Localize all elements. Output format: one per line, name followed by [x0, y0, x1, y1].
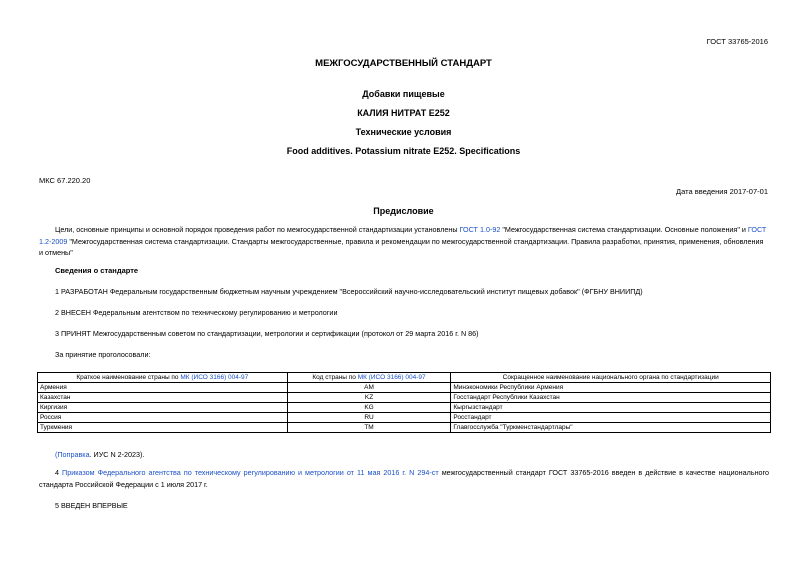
header-national-body: Сокращенное наименование национального органа по стандартизации: [451, 373, 771, 383]
order-paragraph: [39, 467, 769, 490]
standard-info-heading: Сведения о стандарте: [55, 266, 139, 275]
body-cell: Кыргызстандарт: [451, 403, 771, 413]
mk-iso-3166-code-link[interactable]: МК (ИСО 3166) 004-97: [357, 374, 426, 381]
info-item-adopted: 3 ПРИНЯТ Межгосударственным советом по стандартизации, метрологии и сертификации (протокол от 29 марта 2016 г. N 86): [55, 329, 479, 338]
info-item-first-introduced: 5 ВВЕДЕН ВПЕРВЫЕ: [55, 501, 128, 510]
body-cell: Минэкономики Республики Армения: [451, 383, 771, 393]
standard-english-title: Food additives. Potassium nitrate E252. Specifications: [286, 146, 521, 156]
header-code-text: Код страны по: [312, 374, 358, 381]
mks-code: МКС 67.220.20: [39, 176, 91, 185]
code-cell: KZ: [287, 393, 451, 403]
gost-1-2-2009-link[interactable]: ГОСТ 1.2-2009: [39, 225, 767, 246]
info-item-developed: 1 РАЗРАБОТАН Федеральным государственным бюджетным научным учреждением "Всероссийский научно-исследовательский институт пищевых добавок" (ФГБНУ ВНИИПД): [55, 287, 643, 296]
vote-label: За принятие проголосовали:: [55, 350, 151, 359]
table-row: [38, 423, 771, 433]
code-cell: KG: [287, 403, 451, 413]
correction-link[interactable]: (Поправка: [55, 450, 90, 459]
code-cell: RU: [287, 413, 451, 423]
table-row: [38, 383, 771, 393]
info-item-introduced: 2 ВНЕСЕН Федеральным агентством по техническому регулированию и метрологии: [55, 308, 338, 317]
table-row: [38, 403, 771, 413]
body-cell: Госстандарт Республики Казахстан: [451, 393, 771, 403]
intro-date: Дата введения 2017-07-01: [676, 187, 768, 196]
preface-heading: Предисловие: [373, 206, 434, 216]
country-cell: Туркмения: [38, 423, 288, 433]
standard-name: КАЛИЯ НИТРАТ Е252: [357, 108, 450, 118]
country-cell: Армения: [38, 383, 288, 393]
standard-subtitle: Технические условия: [355, 127, 452, 137]
correction-note: [55, 450, 144, 459]
intro-text-3: "Межгосударственная система стандартизации. Стандарты межгосударственные, правила и рекомендации по межгосударственной стандартизации. Правила разработки, принятия, применения, обновления и отмены": [39, 236, 764, 257]
gost-code: ГОСТ 33765-2016: [706, 37, 768, 46]
table-header-row: [38, 373, 771, 383]
code-cell: AM: [287, 383, 451, 393]
header-country-name: [38, 373, 288, 383]
order-text: межгосударственный стандарт ГОСТ 33765-2016 введен в действие в качестве национального стандарта Российской Федерации с 1 июля 2017 г.: [39, 468, 770, 489]
table-row: [38, 413, 771, 423]
header-country-text: Краткое наименование страны по: [76, 374, 181, 381]
correction-text: . ИУС N 2-2023).: [89, 450, 145, 459]
standard-group: Добавки пищевые: [362, 89, 445, 99]
standard-type-heading: МЕЖГОСУДАРСТВЕННЫЙ СТАНДАРТ: [315, 58, 492, 69]
order-link[interactable]: Приказом Федерального агентства по техническому регулированию и метрологии от 11 мая 2016 г. N 294-ст: [62, 468, 439, 477]
voting-countries-table: [37, 372, 771, 433]
body-cell: Росстандарт: [451, 413, 771, 423]
order-number: 4: [55, 468, 63, 477]
country-cell: Казахстан: [38, 393, 288, 403]
mk-iso-3166-link[interactable]: МК (ИСО 3166) 004-97: [180, 374, 249, 381]
intro-text-2: "Межгосударственная система стандартизации. Основные положения" и: [500, 225, 748, 234]
gost-1-0-92-link[interactable]: ГОСТ 1.0-92: [459, 225, 501, 234]
code-cell: TM: [287, 423, 451, 433]
intro-text-1: Цели, основные принципы и основной порядок проведения работ по межгосударственной стандартизации установлены: [55, 225, 460, 234]
table-row: [38, 393, 771, 403]
country-cell: Россия: [38, 413, 288, 423]
country-cell: Киргизия: [38, 403, 288, 413]
body-cell: Главгосслужба "Туркменстандартлары": [451, 423, 771, 433]
header-country-code: [287, 373, 451, 383]
preface-intro-paragraph: [39, 224, 769, 259]
